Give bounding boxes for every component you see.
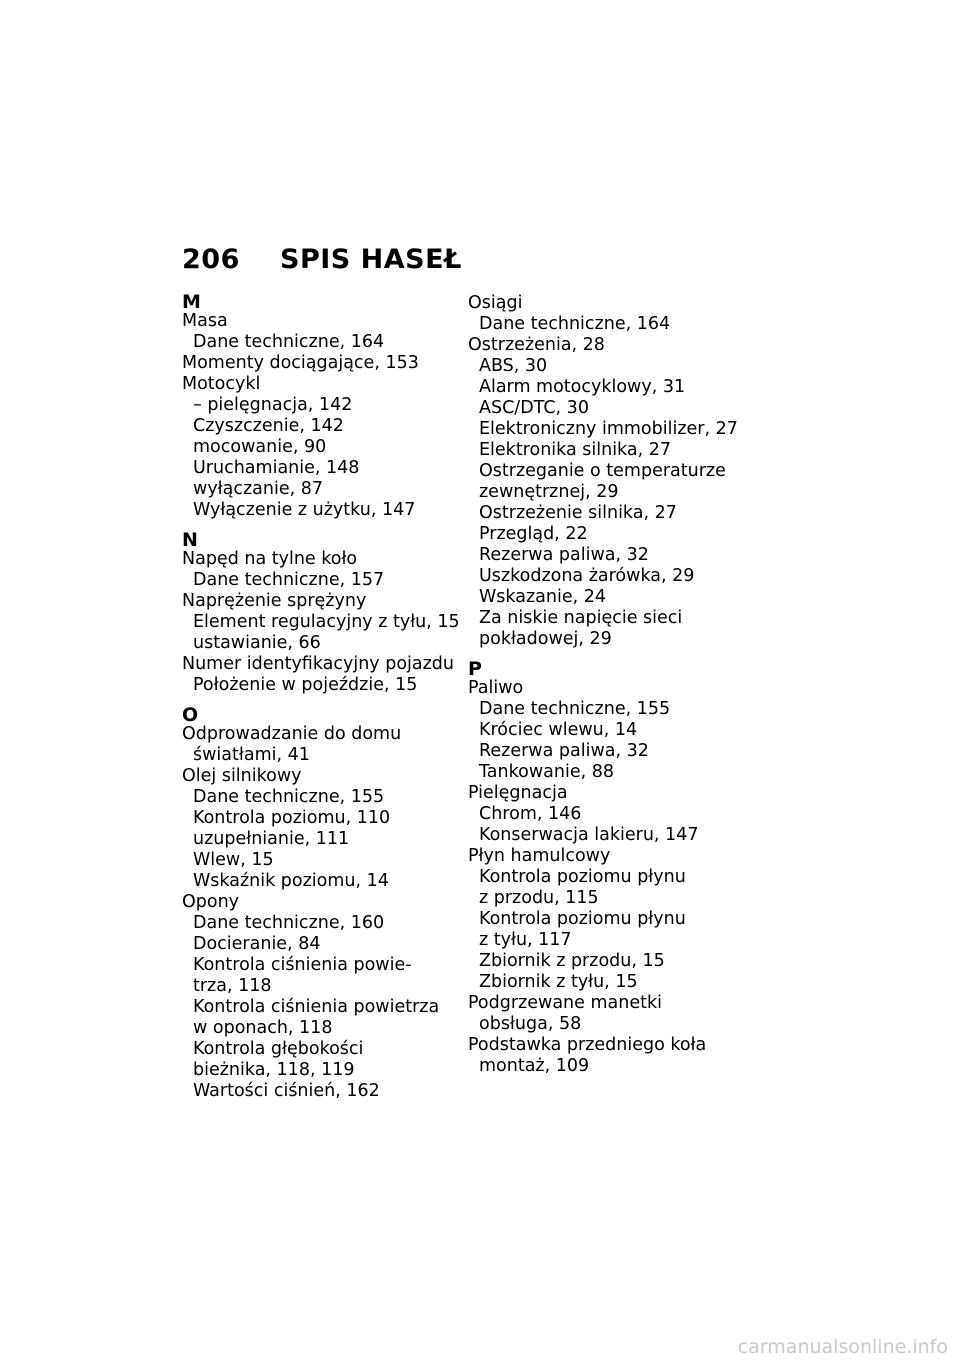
index-entry: Masa xyxy=(182,311,228,331)
index-subentry: Uruchamianie, 148 xyxy=(193,458,360,478)
index-section xyxy=(182,706,482,1102)
index-subentry: Ostrzeżenie silnika, 27 xyxy=(479,503,677,523)
index-subentry: Kontrola poziomu płynu xyxy=(479,909,686,929)
index-subentry: Rezerwa paliwa, 32 xyxy=(479,741,649,761)
index-section xyxy=(182,293,482,521)
index-entry: Paliwo xyxy=(468,678,524,698)
index-subentry: ABS, 30 xyxy=(479,356,548,376)
index-section xyxy=(468,660,768,1077)
index-subentry: Dane techniczne, 155 xyxy=(479,699,671,719)
index-subentry: uzupełnianie, 111 xyxy=(193,829,350,849)
index-subentry: bieżnika, 118, 119 xyxy=(193,1060,355,1080)
index-subentry: Ostrzeganie o temperaturze xyxy=(479,461,726,481)
index-subentry: ASC/DTC, 30 xyxy=(479,398,589,418)
index-subentry: z tyłu, 117 xyxy=(479,930,572,950)
index-subentry: Rezerwa paliwa, 32 xyxy=(479,545,649,565)
index-subentry: wyłączanie, 87 xyxy=(193,479,324,499)
index-entry: Momenty dociągające, 153 xyxy=(182,353,419,373)
index-subentry: Alarm motocyklowy, 31 xyxy=(479,377,686,397)
index-subentry: Króciec wlewu, 14 xyxy=(479,720,638,740)
index-subentry: Dane techniczne, 164 xyxy=(479,314,671,334)
index-subentry: Elektronika silnika, 27 xyxy=(479,440,672,460)
page-title: SPIS HASEŁ xyxy=(280,244,462,275)
index-subentry: Kontrola ciśnienia powietrza xyxy=(193,997,440,1017)
section-letter: P xyxy=(468,658,482,680)
index-subentry: Dane techniczne, 157 xyxy=(193,570,385,590)
index-entry: Ostrzeżenia, 28 xyxy=(468,335,605,355)
index-subentry: Wskaźnik poziomu, 14 xyxy=(193,871,389,891)
index-subentry: – pielęgnacja, 142 xyxy=(193,395,353,415)
index-entry: Napęd na tylne koło xyxy=(182,549,358,569)
section-letter: O xyxy=(182,704,199,726)
index-subentry: światłami, 41 xyxy=(193,745,310,765)
index-subentry: Dane techniczne, 164 xyxy=(193,332,385,352)
index-subentry: Dane techniczne, 155 xyxy=(193,787,385,807)
index-entry: Pielęgnacja xyxy=(468,783,568,803)
index-subentry: Element regulacyjny z tyłu, 15 xyxy=(193,612,460,632)
index-subentry: Kontrola głębokości xyxy=(193,1039,364,1059)
index-entry: Podstawka przedniego koła xyxy=(468,1035,707,1055)
index-subentry: Dane techniczne, 160 xyxy=(193,913,385,933)
index-entry: Olej silnikowy xyxy=(182,766,302,786)
index-subentry: montaż, 109 xyxy=(479,1056,590,1076)
index-subentry: Wlew, 15 xyxy=(193,850,274,870)
index-subentry: w oponach, 118 xyxy=(193,1018,333,1038)
index-subentry: Wskazanie, 24 xyxy=(479,587,606,607)
page-header xyxy=(182,244,462,275)
index-section xyxy=(182,531,482,696)
index-subentry: Kontrola poziomu płynu xyxy=(479,867,686,887)
index-subentry: Czyszczenie, 142 xyxy=(193,416,344,436)
index-entry: Płyn hamulcowy xyxy=(468,846,611,866)
index-subentry: Tankowanie, 88 xyxy=(479,762,614,782)
index-subentry: zewnętrznej, 29 xyxy=(479,482,619,502)
index-column-left xyxy=(182,293,482,1102)
index-entry: Osiągi xyxy=(468,293,523,313)
page-number: 206 xyxy=(182,244,240,275)
index-subentry: Elektroniczny immobilizer, 27 xyxy=(479,419,738,439)
index-subentry: obsługa, 58 xyxy=(479,1014,582,1034)
index-entry: Odprowadzanie do domu xyxy=(182,724,402,744)
index-subentry: ustawianie, 66 xyxy=(193,633,321,653)
index-subentry: Zbiornik z przodu, 15 xyxy=(479,951,665,971)
index-subentry: Wartości ciśnień, 162 xyxy=(193,1081,380,1101)
section-letter: N xyxy=(182,529,198,551)
index-subentry: Docieranie, 84 xyxy=(193,934,321,954)
index-entry: Podgrzewane manetki xyxy=(468,993,662,1013)
index-entry: Opony xyxy=(182,892,240,912)
index-subentry: trza, 118 xyxy=(193,976,272,996)
index-section xyxy=(468,293,768,650)
section-letter: M xyxy=(182,291,201,313)
index-subentry: Za niskie napięcie sieci xyxy=(479,608,683,628)
index-subentry: Kontrola poziomu, 110 xyxy=(193,808,391,828)
index-entry: Naprężenie sprężyny xyxy=(182,591,367,611)
index-entry: Motocykl xyxy=(182,374,261,394)
index-subentry: Konserwacja lakieru, 147 xyxy=(479,825,699,845)
index-subentry: z przodu, 115 xyxy=(479,888,599,908)
index-subentry: Zbiornik z tyłu, 15 xyxy=(479,972,638,992)
watermark: carmanualsonline.info xyxy=(737,1336,948,1358)
index-subentry: Kontrola ciśnienia powie- xyxy=(193,955,412,975)
index-subentry: pokładowej, 29 xyxy=(479,629,612,649)
index-subentry: Położenie w pojeździe, 15 xyxy=(193,675,418,695)
index-subentry: Uszkodzona żarówka, 29 xyxy=(479,566,695,586)
index-subentry: Chrom, 146 xyxy=(479,804,582,824)
index-entry: Numer identyfikacyjny pojazdu xyxy=(182,654,455,674)
index-column-right xyxy=(468,293,768,1077)
index-subentry: Przegląd, 22 xyxy=(479,524,588,544)
index-subentry: mocowanie, 90 xyxy=(193,437,327,457)
index-subentry: Wyłączenie z użytku, 147 xyxy=(193,500,416,520)
